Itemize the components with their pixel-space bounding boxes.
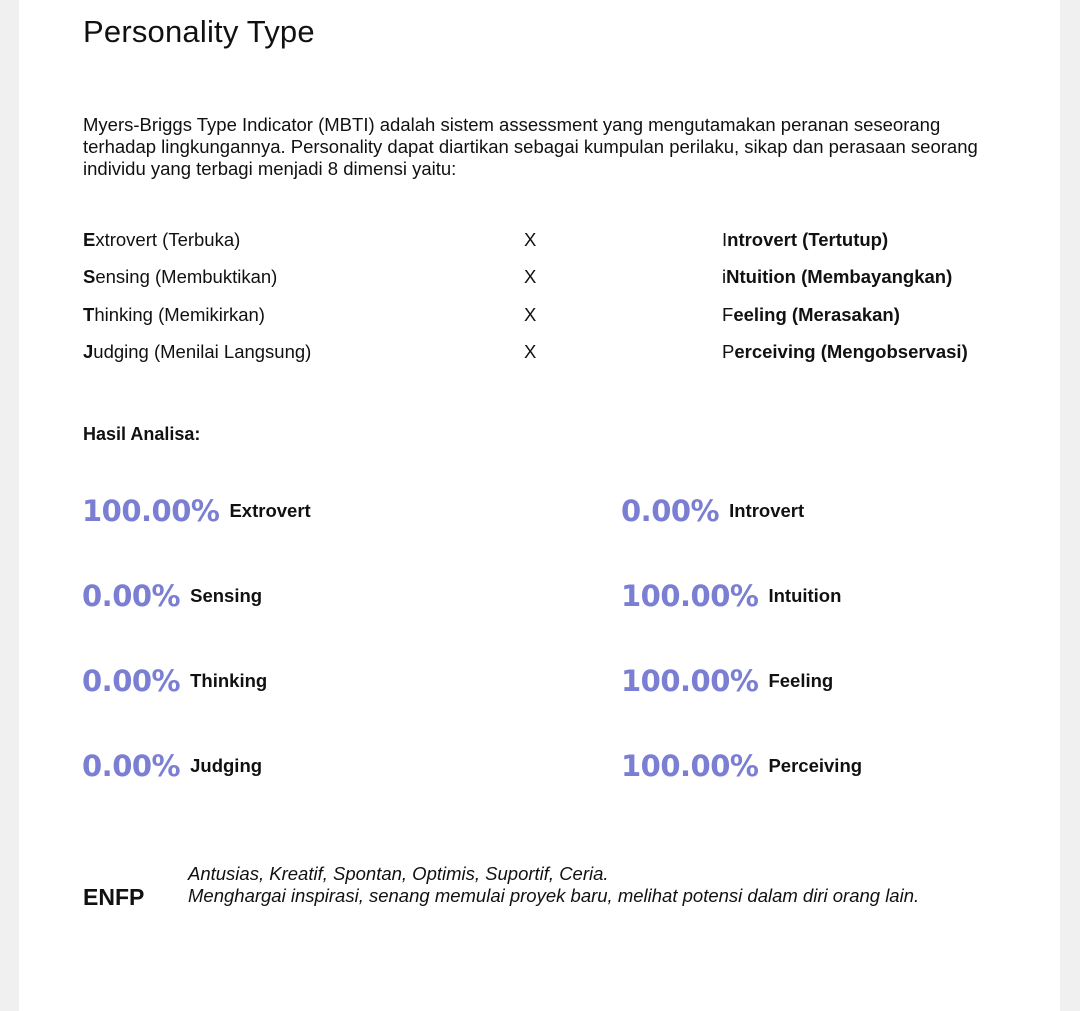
result-feeling: [621, 664, 833, 704]
result-percentage: 0.00%: [82, 579, 181, 613]
result-label: Extrovert: [229, 500, 311, 521]
result-intuition: [621, 579, 841, 619]
dimension-left: Judging (Menilai Langsung): [83, 341, 312, 362]
dimension-separator: X: [524, 341, 537, 362]
result-label: Perceiving: [768, 755, 863, 776]
result-label: Intuition: [768, 585, 842, 606]
dimension-left: Thinking (Memikirkan): [83, 304, 265, 325]
dimension-right: iNtuition (Membayangkan): [722, 266, 953, 287]
result-percentage: 100.00%: [621, 579, 759, 613]
result-judging: [82, 749, 262, 789]
result-thinking: [82, 664, 267, 704]
report-page: [19, 0, 1060, 1011]
result-percentage: 100.00%: [621, 664, 759, 698]
dimension-left: Extrovert (Terbuka): [83, 229, 241, 250]
result-percentage: 0.00%: [82, 664, 181, 698]
dimension-row: [83, 266, 1023, 290]
result-perceiving: [621, 749, 862, 789]
personality-type-description: [188, 863, 998, 907]
result-introvert: [621, 494, 804, 534]
dimension-right: Feeling (Merasakan): [722, 304, 900, 325]
description-line: Menghargai inspirasi, senang memulai proyek baru, melihat potensi dalam diri orang lain.: [188, 885, 920, 906]
dimension-left: Sensing (Membuktikan): [83, 266, 278, 287]
dimension-right: Introvert (Tertutup): [722, 229, 889, 250]
intro-paragraph: Myers-Briggs Type Indicator (MBTI) adalah sistem assessment yang mengutamakan peranan seseorang terhadap lingkungannya. Personality dapat diartikan sebagai kumpulan perilaku, sikap dan perasaan seorang individu yang terbagi menjadi 8 dimensi yaitu:: [83, 114, 978, 179]
result-label: Judging: [190, 755, 263, 776]
description-line: Antusias, Kreatif, Spontan, Optimis, Suportif, Ceria.: [188, 863, 609, 884]
result-percentage: 100.00%: [82, 494, 220, 528]
dimension-separator: X: [524, 304, 537, 325]
dimension-row: [83, 341, 1023, 365]
result-sensing: [82, 579, 262, 619]
dimension-separator: X: [524, 266, 537, 287]
result-label: Sensing: [190, 585, 263, 606]
result-label: Thinking: [190, 670, 268, 691]
dimension-row: [83, 229, 1023, 253]
result-label: Introvert: [729, 500, 805, 521]
result-label: Feeling: [768, 670, 834, 691]
results-heading: Hasil Analisa:: [83, 424, 201, 444]
result-percentage: 100.00%: [621, 749, 759, 783]
result-percentage: 0.00%: [82, 749, 181, 783]
dimension-separator: X: [524, 229, 537, 250]
result-extrovert: [82, 494, 311, 534]
dimension-row: [83, 304, 1023, 328]
dimension-right: Perceiving (Mengobservasi): [722, 341, 968, 362]
personality-type-code: ENFP: [83, 884, 145, 910]
page-title: Personality Type: [83, 14, 315, 49]
result-percentage: 0.00%: [621, 494, 720, 528]
